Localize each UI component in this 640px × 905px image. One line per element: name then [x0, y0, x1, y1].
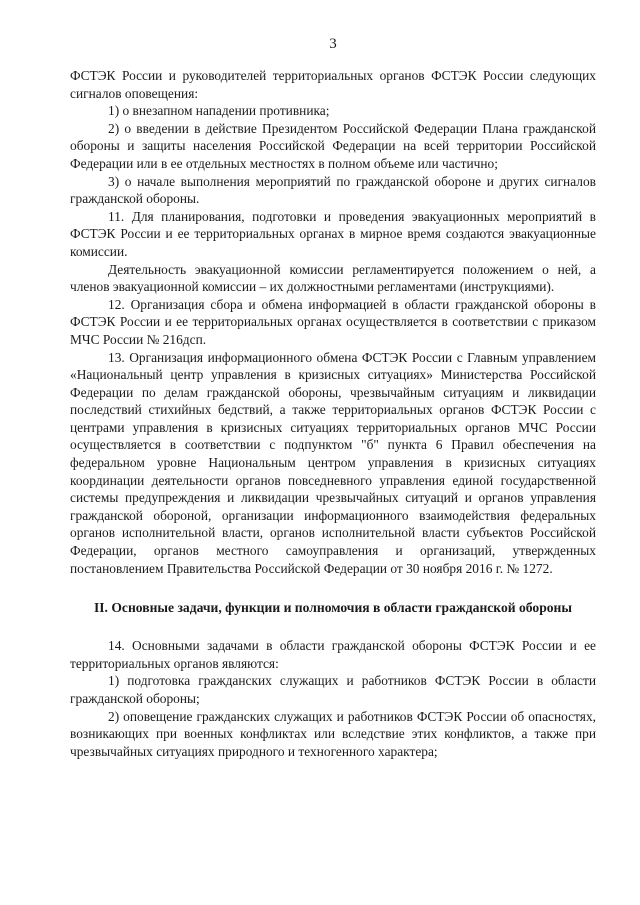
paragraph: 2) о введении в действие Президентом Российской Федерации Плана гражданской обороны и защиты населения Российской Федерации на всей территории Российской Федерации или в ее отдельных местностях в полном объеме или частично;	[70, 120, 596, 171]
page-number: 3	[329, 36, 337, 52]
paragraph: 2) оповещение гражданских служащих и работников ФСТЭК России об опасностях, возникающих при военных конфликтах или вследствие этих конфликтов, а также при чрезвычайных ситуациях природного и техногенного характера;	[70, 708, 596, 759]
paragraph: 11. Для планирования, подготовки и проведения эвакуационных мероприятий в ФСТЭК России и ее территориальных органах в мирное время создаются эвакуационные комиссии.	[70, 208, 596, 259]
paragraph: 13. Организация информационного обмена ФСТЭК России с Главным управлением «Национальный центр управления в кризисных ситуациях» Министерства Российской Федерации по делам гражданской обороны, чрезвычайным ситуациям и ликвидации последствий стихийных бедствий, а также территориальных органов ФСТЭК России с центрами управления в кризисных ситуациях территориальных органов МЧС России осуществляется в соответствии с подпунктом "б" пункта 6 Правил обеспечения на федеральном уровне Национальным центром управления в кризисных ситуациях координации деятельности органов повседневного управления единой государственной системы предупреждения и ликвидации чрезвычайных ситуаций и органов управления гражданской обороной, организации информационного взаимодействия федеральных органов исполнительной власти, органов исполнительной власти субъектов Российской Федерации, органов местного самоуправления и организаций, утвержденных постановлением Правительства Российской Федерации от 30 ноября 2016 г. № 1272.	[70, 349, 596, 576]
paragraph: 3) о начале выполнения мероприятий по гражданской обороне и других сигналов гражданской обороны.	[70, 173, 596, 207]
paragraph: 14. Основными задачами в области гражданской обороны ФСТЭК России и ее территориальных органов являются:	[70, 638, 596, 671]
paragraph: Деятельность эвакуационной комиссии регламентируется положением о ней, а членов эвакуационной комиссии – их должностными регламентами (инструкциями).	[70, 261, 596, 295]
paragraph: ФСТЭК России и руководителей территориальных органов ФСТЭК России следующих сигналов оповещения:	[70, 68, 596, 101]
section-heading: II. Основные задачи, функции и полномочия в области гражданской обороны	[93, 600, 573, 616]
top-text-block	[70, 67, 596, 577]
paragraph: 1) о внезапном нападении противника;	[108, 103, 330, 119]
paragraph: 1) подготовка гражданских служащих и работников ФСТЭК России в области гражданской обороны;	[70, 673, 596, 706]
bottom-text-block	[70, 637, 596, 760]
paragraph: 12. Организация сбора и обмена информацией в области гражданской обороны в ФСТЭК России и ее территориальных органах осуществляется в соответствии с приказом МЧС России № 216дсп.	[70, 296, 596, 347]
